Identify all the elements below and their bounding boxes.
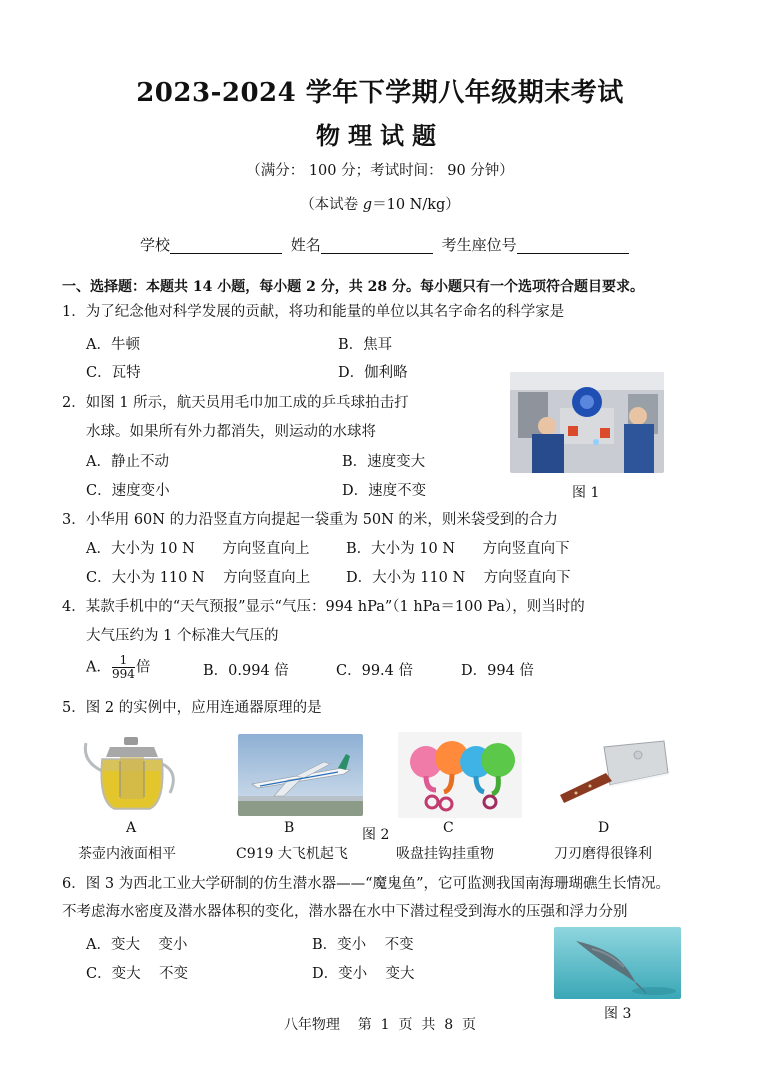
q3-option-b: B．大小为 10 N 方向竖直向下 [346,541,570,557]
q3-option-a: A．大小为 10 N 方向竖直向上 [86,541,310,557]
figure-1-caption: 图 1 [572,485,600,501]
figure-2c-suction-hooks-image [398,732,522,818]
q4-option-b: B．0.994 倍 [203,663,289,679]
gravity-note-suffix: ＝10 N/kg） [372,197,460,213]
figure-2b-airplane-image [238,734,363,816]
q6-stem-line2: 不考虑海水密度及潜水器体积的变化，潜水器在水中下潜过程受到海水的压强和浮力分别 [62,904,628,920]
exam-meta: （满分： 100 分；考试时间： 90 分钟） [246,163,514,179]
q1-option-d: D．伽利略 [338,365,408,381]
figure-2-caption: 图 2 [362,827,390,843]
q3-option-d: D．大小为 110 N 方向竖直向下 [346,570,571,586]
figure-3-caption: 图 3 [604,1006,632,1022]
gravity-note-prefix: （本试卷 [300,197,363,213]
q6-option-a: A．变大 变小 [86,937,188,953]
q6-option-b: B．变小 不变 [312,937,414,953]
student-info-row [140,236,633,254]
q4-stem-line1: 4．某款手机中的“天气预报”显示“气压：994 hPa”（1 hPa＝100 Pa），则当时的 [62,599,585,615]
school-label: 学校 [140,236,171,254]
q2-option-c: C．速度变小 [86,483,170,499]
q4-option-a [86,654,150,681]
q3-option-c: C．大小为 110 N 方向竖直向上 [86,570,311,586]
figure-2a-caption: 茶壶内液面相平 [78,846,176,862]
school-field[interactable] [170,239,282,254]
figure-2d-cleaver-image [552,737,670,807]
q4-option-d: D．994 倍 [461,663,534,679]
figure-2a-letter: A [126,820,137,836]
page-footer: 八年物理 第 1 页 共 8 页 [283,1017,477,1033]
q4-option-a-unit: 倍 [135,659,151,676]
figure-2d-caption: 刀刃磨得很锋利 [554,846,652,862]
q4-option-a-fraction [112,654,135,681]
q6-option-c: C．变大 不变 [86,966,189,982]
gravity-note [0,196,760,214]
name-label: 姓名 [290,236,321,254]
q2-option-a: A．静止不动 [86,454,169,470]
q1-option-b: B．焦耳 [338,337,393,353]
q6-option-d: D．变小 变大 [312,966,415,982]
figure-2c-caption: 吸盘挂钩挂重物 [396,846,494,862]
q6-stem-line1: 6．图 3 为西北工业大学研制的仿生潜水器——“魔鬼鱼”，它可监测我国南海珊瑚礁生长情况。 [62,876,670,892]
q2-option-d: D．速度不变 [342,483,427,499]
section-heading: 一、选择题：本题共 14 小题，每小题 2 分，共 28 分。每小题只有一个选项符合题目要求。 [62,279,644,295]
q4-stem-line2: 大气压约为 1 个标准大气压的 [86,628,279,644]
fraction-numerator: 1 [112,654,135,668]
seat-label: 考生座位号 [441,236,517,254]
q1-option-c: C．瓦特 [86,365,141,381]
figure-3-robotic-manta-image [554,927,681,999]
figure-2c-letter: C [443,820,454,836]
q4-option-a-label: A． [86,659,111,676]
name-field[interactable] [321,239,433,254]
q2-option-b: B．速度变大 [342,454,426,470]
q2-stem-line2: 水球。如果所有外力都消失，则运动的水球将 [86,424,376,440]
figure-1-astronauts-image [510,372,664,473]
q3-stem: 3．小华用 60N 的力沿竖直方向提起一袋重为 50N 的米，则米袋受到的合力 [62,512,558,528]
figure-2b-letter: B [284,820,295,836]
q1-stem: 1．为了纪念他对科学发展的贡献，将功和能量的单位以其名字命名的科学家是 [62,304,565,320]
fraction-denominator: 994 [111,667,135,681]
gravity-variable: g [362,197,373,213]
q1-option-a: A．牛顿 [86,337,140,353]
seat-field[interactable] [517,239,629,254]
exam-title: 2023-2024 学年下学期八年级期末考试 [136,78,624,108]
q5-stem: 5．图 2 的实例中，应用连通器原理的是 [62,700,322,716]
figure-2b-caption: C919 大飞机起飞 [236,846,348,862]
q4-option-c: C．99.4 倍 [336,663,413,679]
q2-stem-line1: 2．如图 1 所示，航天员用毛巾加工成的乒乓球拍击打 [62,395,409,411]
subject-title: 物理试题 [316,121,444,150]
figure-2d-letter: D [598,820,610,836]
figure-2a-teapot-image [80,731,184,817]
